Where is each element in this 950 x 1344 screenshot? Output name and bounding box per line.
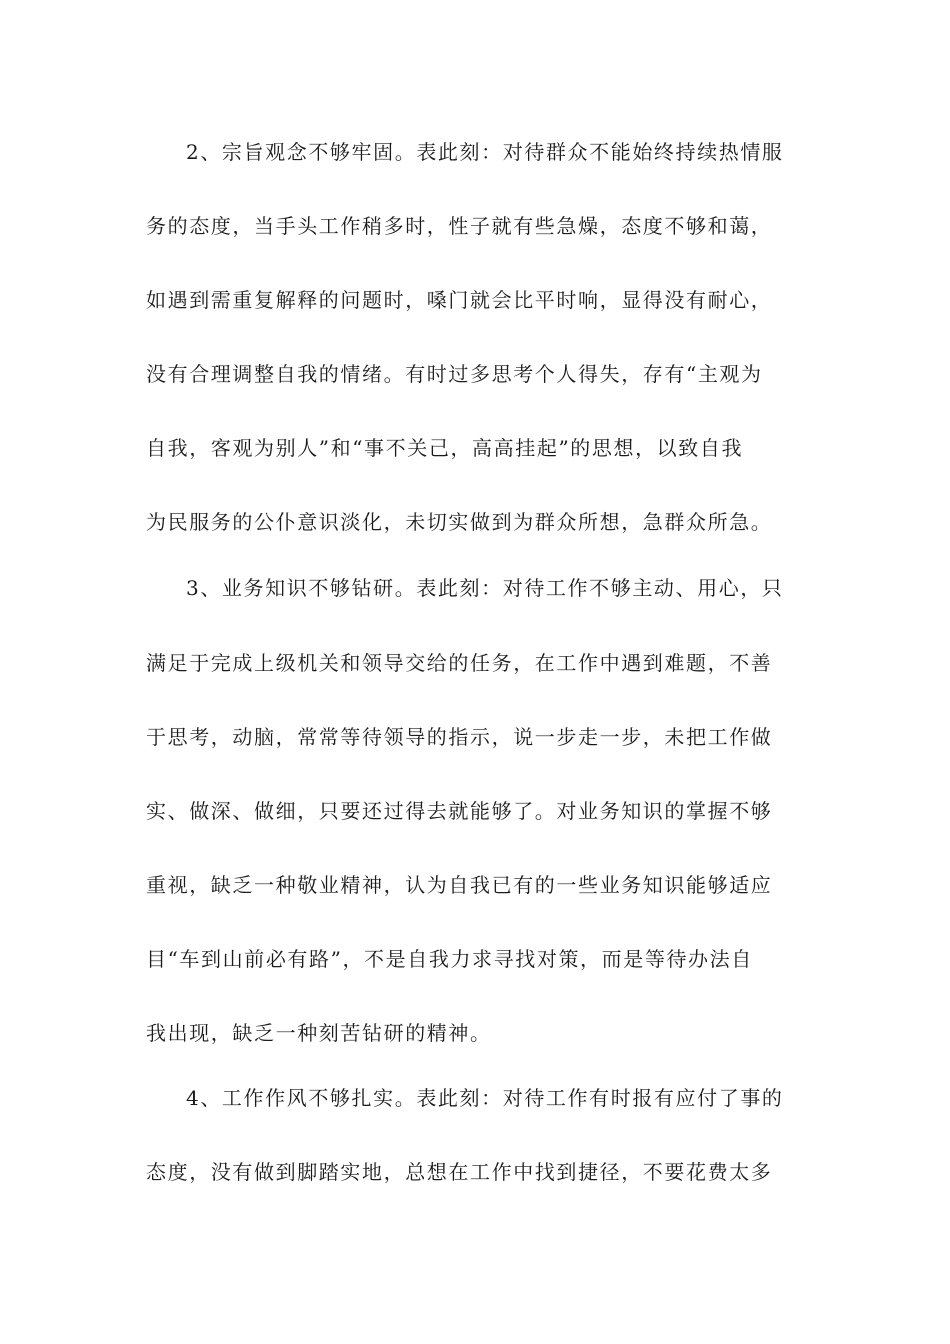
paragraph-2-line-5: 自我，客观为别人”和“事不关己，高高挂起”的思想，以致自我 (146, 436, 744, 460)
paragraph-4-line-1: 4、工作作风不够扎实。表此刻：对待工作有时报有应付了事的 (186, 1086, 784, 1110)
paragraph-3-line-3: 于思考，动脑，常常等待领导的指示，说一步走一步，未把工作做 (146, 725, 773, 749)
paragraph-3-line-7: 我出现，缺乏一种刻苦钻研的精神。 (146, 1021, 492, 1045)
paragraph-2-line-1: 2、宗旨观念不够牢固。表此刻：对待群众不能始终持续热情服 (186, 140, 784, 164)
paragraph-3-line-5: 重视，缺乏一种敬业精神，认为自我已有的一些业务知识能够适应 (146, 873, 773, 897)
paragraph-2-line-2: 务的态度，当手头工作稍多时，性子就有些急燥，态度不够和蔼， (146, 214, 773, 238)
paragraph-2-line-6: 为民服务的公仆意识淡化，未切实做到为群众所想，急群众所急。 (146, 510, 773, 534)
paragraph-3-line-1: 3、业务知识不够钻研。表此刻：对待工作不够主动、用心，只 (186, 576, 784, 600)
paragraph-2-line-3: 如遇到需重复解释的问题时，嗓门就会比平时响，显得没有耐心， (146, 288, 773, 312)
paragraph-3-line-6: 目“车到山前必有路”，不是自我力求寻找对策，而是等待办法自 (146, 947, 753, 971)
paragraph-2-line-4: 没有合理调整自我的情绪。有时过多思考个人得失，存有“主观为 (146, 362, 763, 386)
paragraph-4-line-2: 态度，没有做到脚踏实地，总想在工作中找到捷径，不要花费太多 (146, 1160, 773, 1184)
paragraph-3-line-2: 满足于完成上级机关和领导交给的任务，在工作中遇到难题，不善 (146, 651, 773, 675)
paragraph-3-line-4: 实、做深、做细，只要还过得去就能够了。对业务知识的掌握不够 (146, 799, 773, 823)
